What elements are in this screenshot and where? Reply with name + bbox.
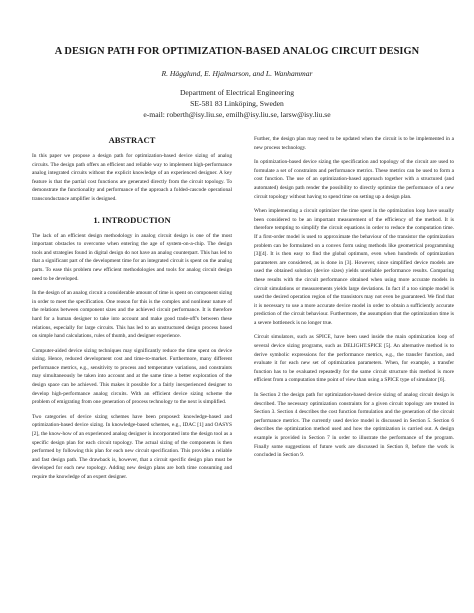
left-column bbox=[32, 135, 232, 488]
affiliation-block bbox=[60, 87, 414, 120]
introduction-heading: 1. INTRODUCTION bbox=[93, 214, 171, 225]
intro-paragraph-1: The lack of an efficient design methodology in analog circuit design is one of the most important obstacles to overcome when entering the age of system-on-a-chip. The design tools and strategies found in digital design do not have an analog counterpart. This has led to that a significant part of the development time for an integrated circuit is spent on the analog parts. To ease this problem new efficient methodologies and tools for analog circuit design need to be developed. bbox=[32, 232, 232, 282]
intro-paragraph-3: Computer-aided device sizing techniques may significantly reduce the time spent on device sizing. Hence, reduced development cost and time-to-market. Furthermore, many different performance metrics, e.g., sensitivity to process and temperature variations, and constraints may simultaneously be taken into account and at the same time a better exploration of the design space can be achieved. This makes it possible for a fairly inexperienced designer to develop high-performance analog circuits. With an efficient device sizing scheme the problem of emigrating from one generation of process technology to the next is simplified. bbox=[32, 347, 232, 406]
right-paragraph-3: When implementing a circuit optimizer the time spent in the optimization loop have usually been considered to be an important measurement of the efficiency of the method. It is therefore tempting to simplify the circuit equations in order to reduce the computation time. If a first-order model is used to approximate the behaviour of the transistor the optimization problem can be formulated on a convex form using methods like geometrical programming [3][4]. It is then easy to find the global optimum, even when hundreds of optimization parameters are considered, as is done in [3]. However, since simplified device models are used the obtained solution (device sizes) yields unreliable performance results. Comparing these results with the circuit performance obtained when using more accurate models in circuit simulations or measurements yields large deviations. In fact if a too simple model is used the desired operation region of the transistors may not even be guaranteed. We find that it is necessary to use a more accurate device model in order to obtain a sufficiently accurate prediction of the circuit behaviour. Furthermore, the assumption that the optimization time is a severe bottleneck is no longer true. bbox=[254, 208, 454, 326]
abstract-text: In this paper we propose a design path for optimization-based device sizing of analog circuits. The design path offers an efficient and reliable way to implement high-performance analog integrated circuits without the explicit knowledge of an experienced designer. A key feature is that the partial cost functions are generated directly from the circuit topology. To demonstrate the functionality and performance of the approach a folded-cascode operational transconductance amplifier is designed. bbox=[32, 153, 232, 202]
paper-authors: R. Hägglund, E. Hjalmarson, and L. Wanhammar bbox=[161, 69, 313, 78]
right-column bbox=[254, 135, 454, 466]
right-paragraph-1: Further, the design plan may need to be updated when the circuit is to be implemented in a new process technology. bbox=[254, 136, 454, 151]
affiliation-department: Department of Electrical Engineering bbox=[179, 88, 295, 97]
right-paragraph-2: In optimization-based device sizing the specification and topology of the circuit are used to formulate a set of constraints and performance metrics. These metrics can be used to form a cost function. The use of an optimization-based approach together with a structured (and automated) design path render the possibility to directly optimize the performance of a new circuit topology without having to spend time on setting up a design plan. bbox=[254, 159, 454, 200]
right-paragraph-5: In Section 2 the design path for optimization-based device sizing of analog circuit design is described. The necessary optimization constraints for a given circuit topology are treated in Section 3. Section 4 describes the cost function formulation and the generation of the circuit performance metrics. The currently used device model is discussed in Section 5. Section 6 describes the optimization method used and how the optimization is carried out. A design example is provided in Section 7 in order to illustrate the performance of the program. Finally some suggestions of future work are discussed in Section 8, before the work is concluded in Section 9. bbox=[254, 392, 454, 459]
affiliation-address: SE-581 83 Linköping, Sweden bbox=[190, 99, 284, 108]
affiliation-email: e-mail: roberth@isy.liu.se, emilh@isy.liu.se, larsw@isy.liu.se bbox=[143, 110, 331, 119]
intro-paragraph-2: In the design of an analog circuit a considerable amount of time is spent on component sizing in order to meet the specification. One reason for this is the complex and nonlinear nature of the relations between component sizes and the achieved circuit performance. It is therefore hard for a human designer to take into account and make good trade-off's between these relations, especially for large circuits. This has led to an unstructured design process based on simple hand calculations, rules of thumb, and designer experience. bbox=[32, 290, 232, 340]
right-paragraph-4: Circuit simulators, such as SPICE, have been used inside the main optimization loop of several device sizing programs, such as DELIGHT.SPICE [5]. An alternative method is to derive symbolic expressions for the performance metrics, e.g., the transfer function, and evaluate it for each new set of optimization parameters. When, for example, a transfer function has to be evaluated repeatedly for the same circuit structure this method is more efficient from a computation time point of view than using a SPICE type of simulator [6]. bbox=[254, 334, 454, 384]
intro-paragraph-4: Two categories of device sizing schemes have been proposed: knowledge-based and optimization-based device sizing. In knowledge-based schemes, e.g., IDAC [1] and OASYS [2], the know-how of an experienced analog designer is incorporated into the design tool as a specific design plan for each circuit topology. The actual sizing of the components is then performed by following this plan for each new circuit specification. This provides a reliable and fast design path. The drawback is, however, that a circuit specific design plan must be developed for each new topology. Adding new design plans are both time consuming and require the knowledge of an expert designer. bbox=[32, 413, 232, 480]
abstract-heading: ABSTRACT bbox=[108, 135, 156, 145]
paper-title: A DESIGN PATH FOR OPTIMIZATION-BASED ANALOG CIRCUIT DESIGN bbox=[54, 46, 420, 57]
